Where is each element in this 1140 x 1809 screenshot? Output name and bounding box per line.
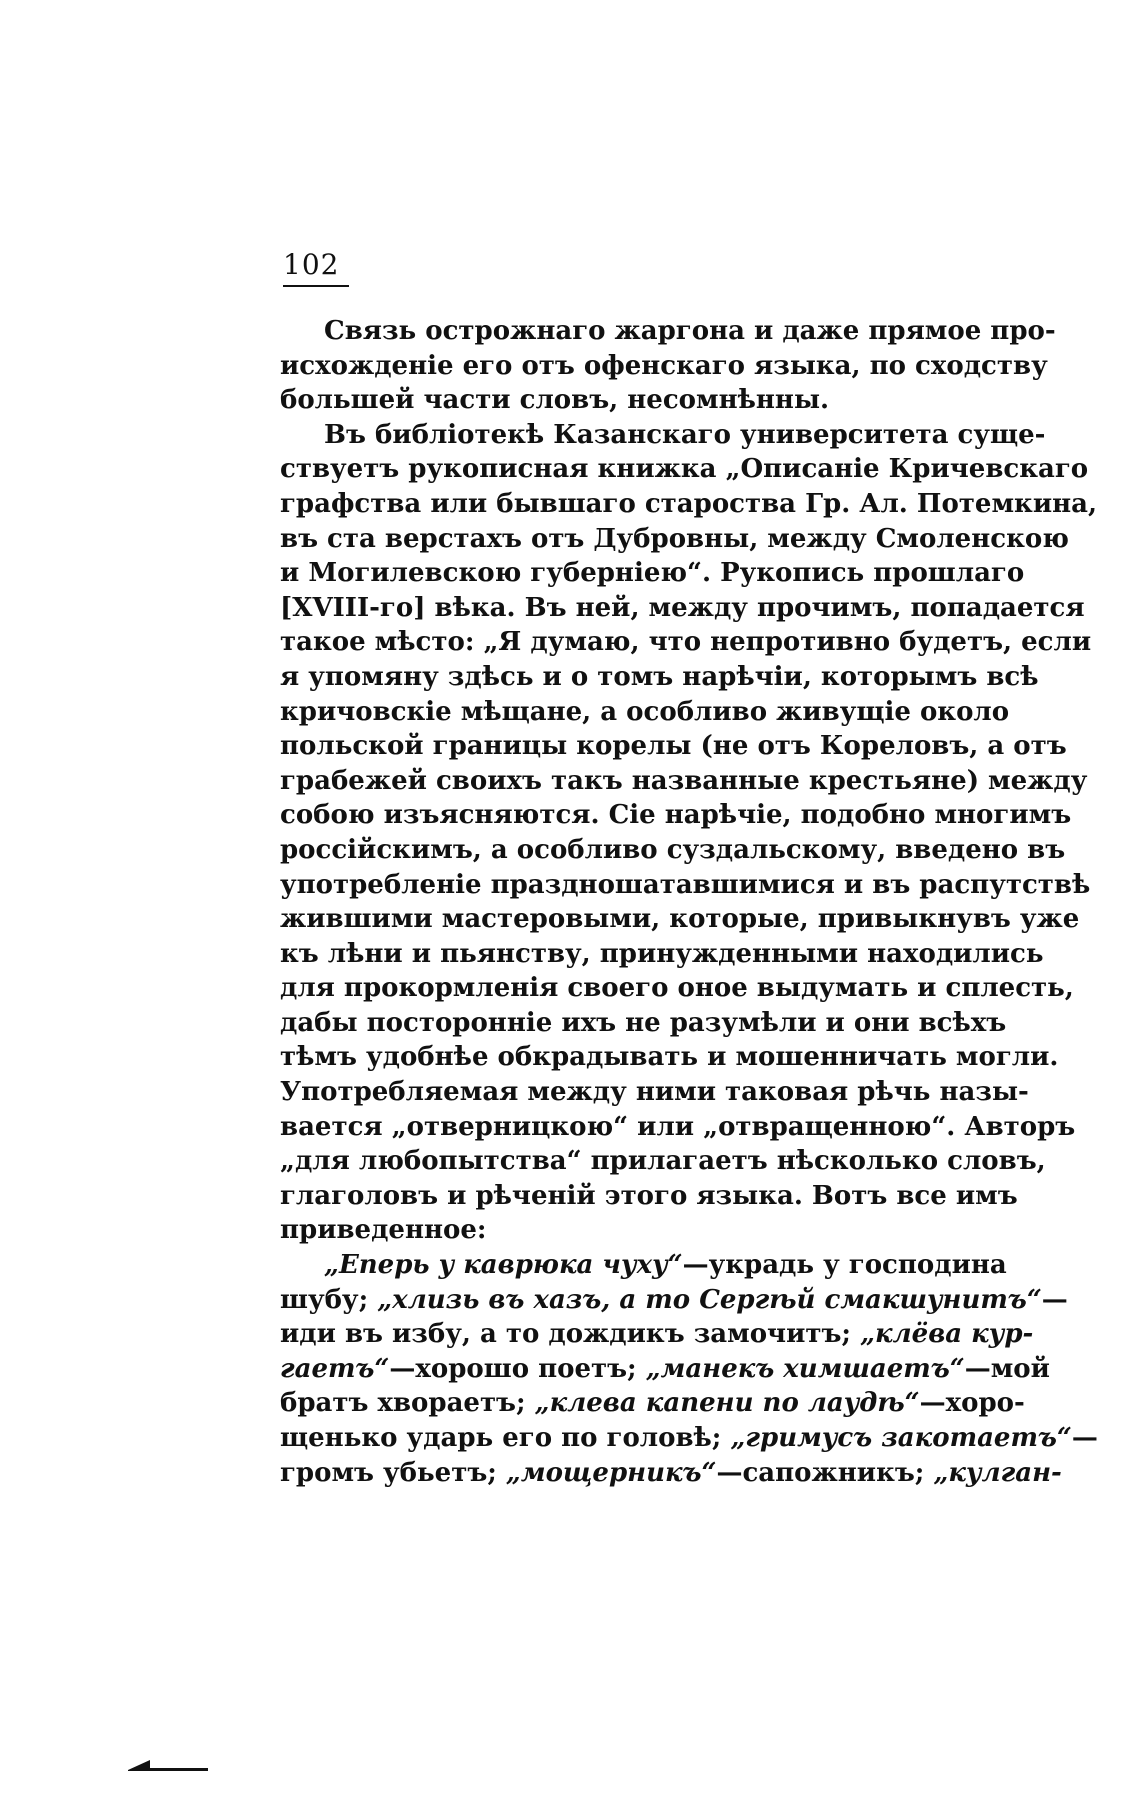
translation-text: братъ хвораетъ; <box>280 1388 535 1419</box>
jargon-phrase: „гримусъ закотаетъ“ <box>730 1423 1072 1453</box>
text-line: Въ библіотекѣ Казанскаго университета суще- <box>324 419 1046 450</box>
text-line: Связь острожнаго жаргона и даже прямое про- <box>324 316 1056 346</box>
glossary-paragraph <box>280 1248 1098 1490</box>
text-line: кричовскіе мѣщане, а особливо живущіе около <box>280 696 1010 727</box>
text-line: къ лѣни и пьянству, принужденными находились <box>280 938 1044 969</box>
translation-text: —хорошо поетъ; <box>389 1353 646 1384</box>
translation-text: — <box>1071 1423 1098 1453</box>
translation-text: иди въ избу, а то дождикъ замочитъ; <box>280 1319 861 1350</box>
glossary-line <box>280 1352 1050 1387</box>
text-line: въ ста верстахъ отъ Дубровны, между Смоленскою <box>280 523 1069 554</box>
text-line: россійскимъ, а особливо суздальскому, введено въ <box>280 834 1066 865</box>
text-line: я упомяну здѣсь и о томъ нарѣчіи, которымъ всѣ <box>280 661 1039 692</box>
translation-text: —сапожникъ; <box>716 1457 934 1488</box>
glossary-line <box>280 1456 1062 1491</box>
translation-text: —украдь у господина <box>682 1250 1007 1281</box>
jargon-phrase: „клёва кур- <box>860 1319 1034 1350</box>
text-line: вается „отверницкою“ или „отвращенною“. Авторъ <box>280 1111 1076 1142</box>
text-line: жившими мастеровыми, которые, привыкнувъ уже <box>280 904 1080 935</box>
text-line: ствуетъ рукописная книжка „Описаніе Кричевскаго <box>280 454 1089 485</box>
jargon-phrase: „Еперь у каврюка чуху“ <box>324 1250 683 1281</box>
text-line: дабы посторонніе ихъ не разумѣли и они всѣхъ <box>280 1007 1007 1038</box>
jargon-phrase: „кулган- <box>933 1457 1062 1488</box>
arrow-left-icon <box>128 1759 208 1773</box>
text-line: глаголовъ и рѣченій этого языка. Вотъ все имъ <box>280 1180 1018 1211</box>
main-paragraphs <box>280 314 1098 1248</box>
text-line: графства или бывшаго староства Гр. Ал. Потемкина, <box>280 488 1098 519</box>
text-line: грабежей своихъ такъ названные крестьяне) между <box>280 765 1088 796</box>
translation-text: —мой <box>964 1353 1050 1384</box>
jargon-phrase: „хлизь въ хазъ, а то Сергѣй смакшунитъ“ <box>377 1284 1042 1315</box>
text-line: приведенное: <box>280 1215 487 1246</box>
glossary-line <box>280 1248 1007 1283</box>
text-line: польской границы корелы (не отъ Кореловъ, а отъ <box>280 731 1067 762</box>
page-number-rule <box>283 285 349 287</box>
text-line: „для любопытства“ прилагаетъ нѣсколько словъ, <box>280 1146 1046 1177</box>
glossary-line <box>280 1317 1034 1352</box>
glossary-line <box>280 1386 1025 1421</box>
glossary-line <box>280 1283 1068 1318</box>
text-line: и Могилевскою губерніею“. Рукопись прошлаго <box>280 558 1025 589</box>
jargon-phrase: „манекъ химшаетъ“ <box>645 1353 965 1384</box>
text-line: собою изъясняются. Сіе нарѣчіе, подобно многимъ <box>280 800 1072 831</box>
text-line: для прокормленія своего оное выдумать и сплесть, <box>280 973 1074 1004</box>
text-line: такое мѣсто: „Я думаю, что непротивно будетъ, если <box>280 627 1092 658</box>
jargon-phrase: „клева капени по лаудѣ“ <box>534 1388 920 1419</box>
translation-text: шубу; <box>280 1284 378 1315</box>
body-text <box>280 314 1098 1490</box>
text-line: употребленіе праздношатавшимися и въ распутствѣ <box>280 869 1091 900</box>
text-line: [XVIII-го] вѣка. Въ ней, между прочимъ, попадается <box>280 592 1085 623</box>
translation-text: — <box>1041 1284 1068 1315</box>
text-line: тѣмъ удобнѣе обкрадывать и мошенничать могли. <box>280 1042 1059 1073</box>
translation-text: громъ убьетъ; <box>280 1457 506 1488</box>
text-line: Употребляемая между ними таковая рѣчь назы- <box>280 1077 1029 1108</box>
text-line: исхожденіе его отъ офенскаго языка, по сходству <box>280 350 1048 381</box>
glossary-line <box>280 1421 1098 1456</box>
text-line: большей части словъ, несомнѣнны. <box>280 385 830 416</box>
jargon-phrase: „мощерникъ“ <box>505 1457 717 1488</box>
page-number: 102 <box>283 248 340 281</box>
translation-text: щенько ударь его по головѣ; <box>280 1423 731 1453</box>
jargon-phrase: гаетъ“ <box>280 1353 390 1384</box>
translation-text: —хоро- <box>919 1388 1025 1419</box>
